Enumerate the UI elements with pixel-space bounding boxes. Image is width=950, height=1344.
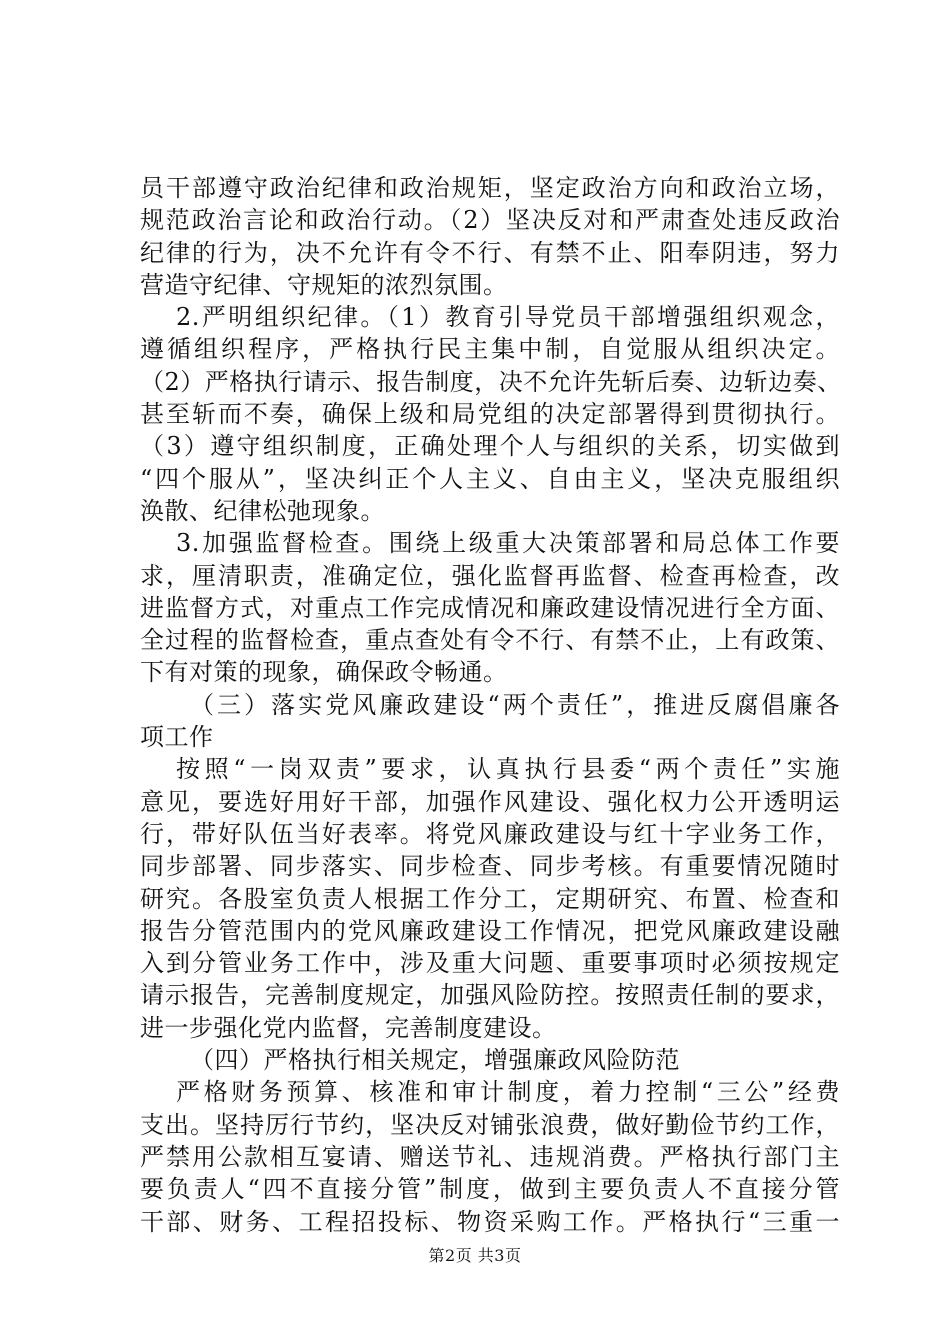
text-line: 2.严明组织纪律。（1）教育引导党员干部增强组织观念， xyxy=(176,303,840,332)
text-line: 遵循组织程序，严格执行民主集中制，自觉服从组织决定。 xyxy=(140,335,840,364)
text-line: 入到分管业务工作中，涉及重大问题、重要事项时必须按规定 xyxy=(140,949,840,978)
text-line: 进一步强化党内监督，完善制度建设。 xyxy=(140,1013,557,1042)
text-line: 干部、财务、工程招投标、物资采购工作。严格执行“三重一 xyxy=(140,1207,840,1236)
text-line: 严禁用公款相互宴请、赠送节礼、违规消费。严格执行部门主 xyxy=(140,1142,840,1171)
text-line: （3）遵守组织制度，正确处理个人与组织的关系，切实做到 xyxy=(140,432,840,461)
text-line: 全过程的监督检查，重点查处有令不行、有禁不止，上有政策、 xyxy=(140,626,840,655)
text-line: 规范政治言论和政治行动。（2）坚决反对和严肃查处违反政治 xyxy=(140,206,840,235)
page-number-footer: 第2页 共3页 xyxy=(428,1246,522,1265)
text-line: 同步部署、同步落实、同步检查、同步考核。有重要情况随时 xyxy=(140,852,840,881)
section-heading: （四）严格执行相关规定，增强廉政风险防范 xyxy=(190,1046,680,1075)
text-line: 意见，要选好用好干部，加强作风建设、强化权力公开透明运 xyxy=(140,787,840,816)
text-line: 要负责人“四不直接分管”制度，做到主要负责人不直接分管 xyxy=(140,1175,840,1204)
text-line: 按照“一岗双责”要求，认真执行县委“两个责任”实施 xyxy=(176,755,840,784)
text-line: 请示报告，完善制度规定，加强风险防控。按照责任制的要求， xyxy=(140,981,840,1010)
text-line: 营造守纪律、守规矩的浓烈氛围。 xyxy=(140,270,508,299)
text-line: 甚至斩而不奏，确保上级和局党组的决定部署得到贯彻执行。 xyxy=(140,400,840,429)
text-line: 支出。坚持厉行节约，坚决反对铺张浪费，做好勤俭节约工作， xyxy=(140,1110,840,1139)
text-line: 进监督方式，对重点工作完成情况和廉政建设情况进行全方面、 xyxy=(140,593,840,622)
text-line: “四个服从”，坚决纠正个人主义、自由主义，坚决克服组织 xyxy=(140,464,840,493)
text-line: 涣散、纪律松弛现象。 xyxy=(140,496,385,525)
section-heading: （三）落实党风廉政建设“两个责任”，推进反腐倡廉各 xyxy=(190,690,840,719)
text-line: 下有对策的现象，确保政令畅通。 xyxy=(140,658,508,687)
text-line: 员干部遵守政治纪律和政治规矩，坚定政治方向和政治立场， xyxy=(140,174,840,202)
text-line: 3.加强监督检查。围绕上级重大决策部署和局总体工作要 xyxy=(176,529,840,558)
section-heading: 项工作 xyxy=(140,723,214,752)
text-line: 纪律的行为，决不允许有令不行、有禁不止、阳奉阴违，努力 xyxy=(140,238,840,267)
text-line: 求，厘清职责，准确定位，强化监督再监督、检查再检查，改 xyxy=(140,561,840,590)
text-line: 严格财务预算、核准和审计制度，着力控制“三公”经费 xyxy=(176,1078,840,1107)
text-line: 研究。各股室负责人根据工作分工，定期研究、布置、检查和 xyxy=(140,884,840,913)
body-text xyxy=(140,172,840,1238)
text-line: 行，带好队伍当好表率。将党风廉政建设与红十字业务工作， xyxy=(140,819,840,848)
text-line: （2）严格执行请示、报告制度，决不允许先斩后奏、边斩边奏、 xyxy=(140,367,842,396)
text-line: 报告分管范围内的党风廉政建设工作情况，把党风廉政建设融 xyxy=(140,916,840,945)
